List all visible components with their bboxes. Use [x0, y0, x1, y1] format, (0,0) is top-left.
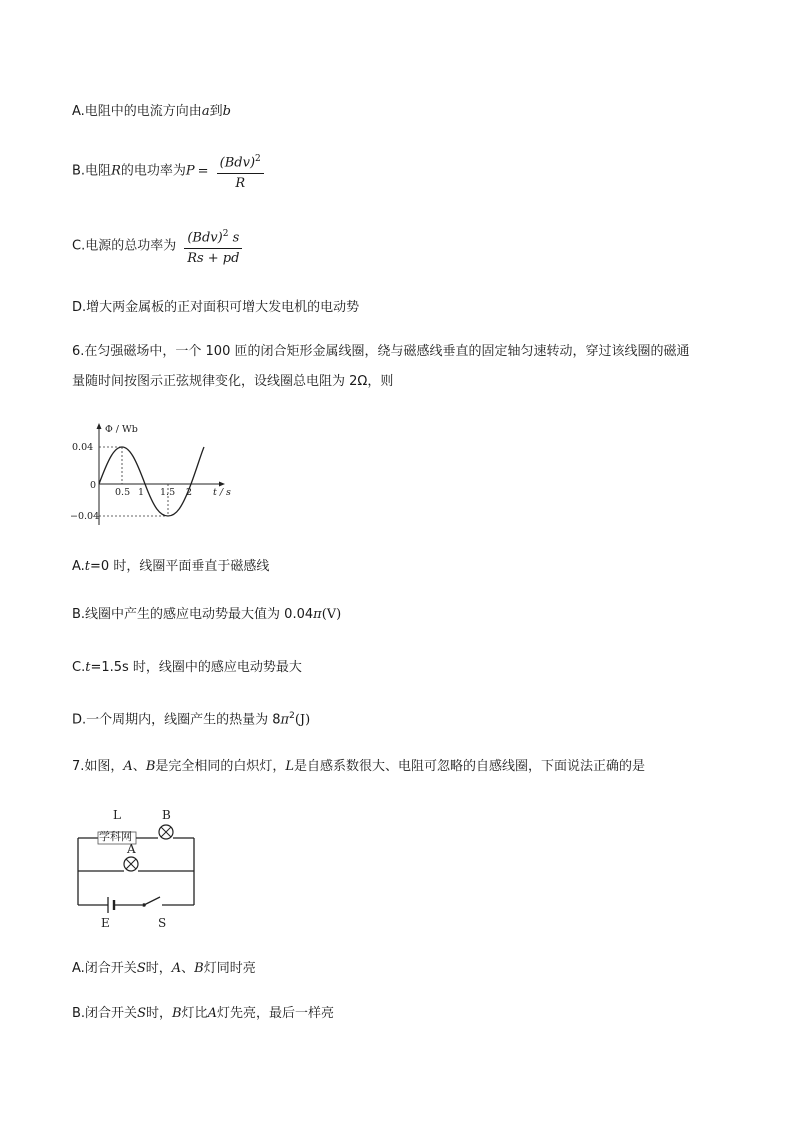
option-text: 、	[181, 961, 195, 976]
option-5c	[72, 226, 242, 267]
option-text: 灯比	[181, 1006, 208, 1021]
var-B: B	[194, 961, 204, 976]
question-6-stem-line2	[72, 373, 393, 391]
fraction-total-power	[184, 226, 242, 267]
var-S: S	[136, 961, 146, 976]
option-7b	[72, 1005, 334, 1023]
label-E: E	[101, 916, 110, 930]
option-text: B.闭合开关	[72, 1006, 138, 1021]
option-7a	[72, 960, 256, 978]
option-5a	[72, 103, 231, 121]
fraction-power	[217, 151, 264, 192]
label-A: A	[127, 842, 136, 856]
option-text: 灯先亮，最后一样亮	[216, 1006, 334, 1021]
switch-lever	[144, 897, 160, 905]
option-text: A.	[72, 559, 85, 574]
var-t: t	[84, 559, 91, 574]
option-6b	[72, 606, 341, 624]
unit-volt: (V)	[321, 607, 342, 622]
y-tick-positive: 0.04	[72, 442, 94, 453]
option-text: C.	[72, 660, 86, 675]
var-B: B	[145, 759, 156, 774]
option-6c	[72, 659, 302, 677]
option-text: 的电功率为	[120, 163, 186, 179]
var-R: R	[111, 163, 121, 179]
fraction-denominator: Rs + pd	[187, 251, 240, 267]
x-axis-arrow	[219, 482, 225, 487]
option-text: D.增大两金属板的正对面积可增大发电机的电动势	[72, 300, 360, 315]
label-S: S	[158, 916, 167, 930]
y-tick-negative: −0.04	[70, 511, 100, 522]
option-text: 时，	[145, 1006, 172, 1021]
question-7-stem	[72, 758, 645, 776]
var-A: A	[123, 759, 133, 774]
option-text: 灯同时亮	[203, 961, 256, 976]
equals-sign: =	[197, 163, 209, 179]
x-tick-2: 2	[186, 487, 193, 498]
y-axis-label: Φ / Wb	[105, 424, 138, 435]
question-6-stem-line1	[72, 343, 689, 361]
stem-text: 6.在匀强磁场中，一个 100 匝的闭合矩形金属线圈，绕与磁感线垂直的固定轴匀速转动，穿过该线圈的磁通	[72, 344, 690, 359]
option-text: =1.5s 时，线圈中的感应电动势最大	[90, 660, 302, 675]
x-tick-1-5: 1.5	[160, 487, 176, 498]
var-b: b	[222, 104, 231, 119]
option-text: 时，	[145, 961, 172, 976]
var-P: P	[185, 163, 195, 179]
var-A: A	[171, 961, 182, 976]
var-t: t	[85, 660, 91, 675]
unit-joule: (J)	[294, 712, 311, 728]
y-axis-arrow	[97, 423, 102, 429]
option-text: B.电阻	[72, 163, 112, 179]
option-6d	[72, 707, 310, 729]
var-A: A	[207, 1006, 217, 1021]
option-text: D.一个周期内，线圈产生的热量为 8	[72, 712, 281, 728]
flux-time-graph	[70, 420, 250, 530]
var-a: a	[201, 104, 210, 119]
x-axis-label: t / s	[213, 487, 231, 498]
var-pi: π	[280, 712, 290, 728]
option-5d	[72, 299, 359, 317]
sine-curve	[99, 447, 204, 516]
x-tick-1: 1	[138, 487, 145, 498]
origin-label: 0	[90, 480, 97, 491]
label-B: B	[162, 808, 171, 822]
stem-text: 量随时间按图示正弦规律变化，设线圈总电阻为 2Ω，则	[72, 374, 394, 389]
fraction-numerator: (Bdv)$^2$	[217, 151, 264, 174]
stem-text: 、	[132, 759, 146, 774]
option-text: A.电阻中的电流方向由	[72, 104, 202, 119]
var-L: L	[285, 759, 295, 774]
var-pi: π	[313, 607, 322, 622]
option-text: 到	[209, 104, 223, 119]
option-5b	[72, 151, 264, 192]
watermark-text: 学科网	[99, 830, 132, 843]
label-L: L	[113, 808, 121, 822]
option-text: =0 时，线圈平面垂直于磁感线	[90, 559, 270, 574]
var-B: B	[171, 1006, 182, 1021]
option-text: A.闭合开关	[72, 961, 137, 976]
stem-text: 是完全相同的白炽灯，	[155, 759, 286, 774]
exponent: 2	[289, 711, 295, 721]
circuit-diagram	[70, 805, 210, 930]
x-tick-0-5: 0.5	[115, 487, 131, 498]
option-6a	[72, 558, 269, 576]
stem-text: 7.如图，	[72, 759, 124, 774]
stem-text: 是自感系数很大、电阻可忽略的自感线圈，下面说法正确的是	[294, 759, 646, 774]
fraction-numerator: (Bdv)$^2$ s	[184, 226, 242, 249]
fraction-denominator: R	[235, 176, 246, 192]
option-text: B.线圈中产生的感应电动势最大值为 0.04	[72, 607, 314, 622]
var-S: S	[137, 1006, 146, 1021]
option-text: C.电源的总功率为	[72, 238, 177, 254]
